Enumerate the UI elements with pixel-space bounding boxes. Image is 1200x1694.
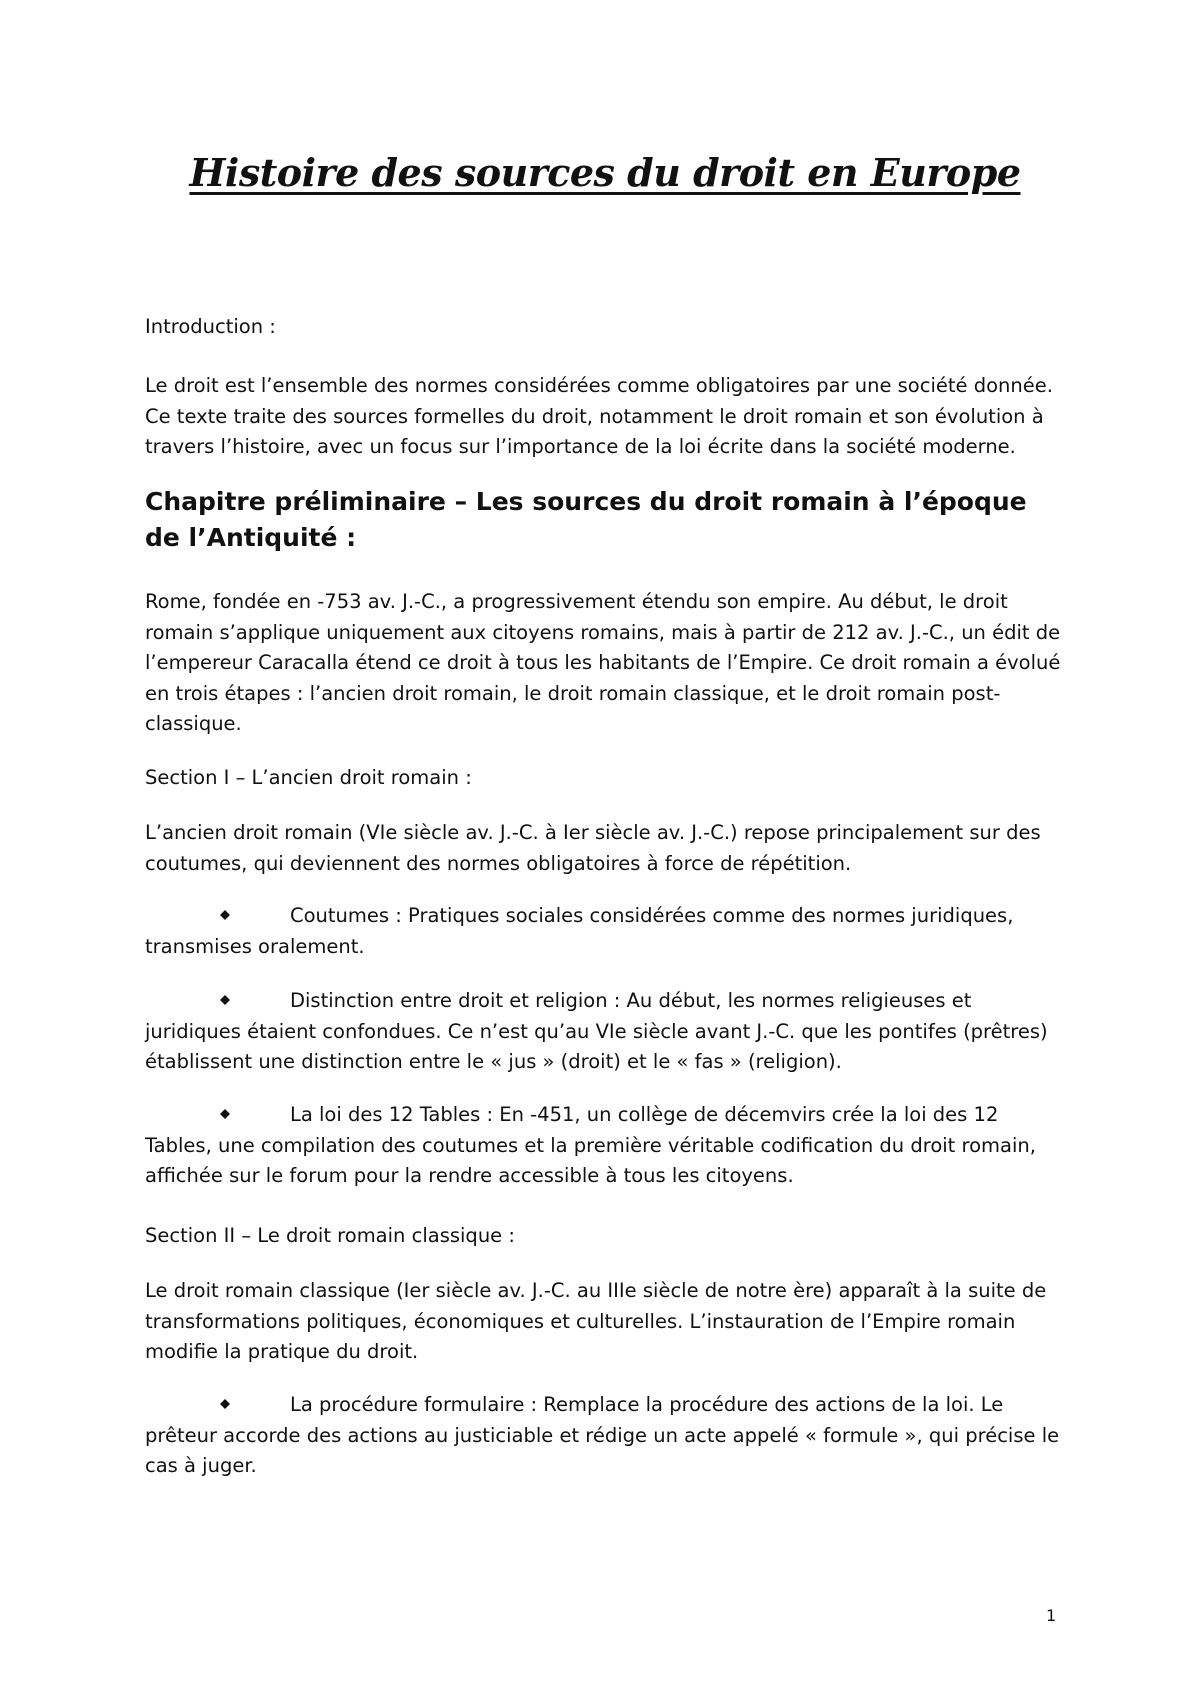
bullet-continuation: Tables, une compilation des coutumes et la première véritable codification du droit romain, affichée sur le forum pour la rendre accessible à tous les citoyens. — [145, 1133, 1036, 1187]
bullet-first-line — [145, 1100, 1065, 1131]
diamond-bullet-icon — [220, 910, 230, 920]
intro-paragraph: Le droit est l’ensemble des normes considérées comme obligatoires par une société donnée. Ce texte traite des sources formelles du droit, notamment le droit romain et son évolution à travers l’histoire, avec un focus sur l’importance de la loi écrite dans la société moderne. — [145, 374, 1053, 458]
bullet-first-line — [145, 986, 1065, 1017]
bullet-item — [145, 901, 1065, 962]
chapter-paragraph: Rome, fondée en -753 av. J.-C., a progressivement étendu son empire. Au début, le droit romain s’applique uniquement aux citoyens romains, mais à partir de 212 av. J.-C., un édit de l’empereur Caracalla étend ce droit à tous les habitants de l’Empire. Ce droit romain a évolué en trois étapes : l’ancien droit romain, le droit romain classique, et le droit romain post-classique. — [145, 590, 1061, 735]
page-number: 1 — [1046, 1606, 1057, 1625]
bullet-item — [145, 1390, 1065, 1482]
document-title: Histoire des sources du droit en Europe — [189, 150, 1021, 195]
diamond-bullet-icon — [220, 995, 230, 1005]
bullet-first-line — [145, 901, 1065, 932]
intro-label: Introduction : — [145, 315, 276, 338]
bullet-first-line — [145, 1390, 1065, 1421]
bullet-text: La loi des 12 Tables : En -451, un collège de décemvirs crée la loi des 12 — [290, 1103, 999, 1126]
bullet-text: Coutumes : Pratiques sociales considérées comme des normes juridiques, — [290, 904, 1014, 927]
diamond-bullet-icon — [220, 1399, 230, 1409]
bullet-item — [145, 986, 1065, 1078]
bullet-continuation: prêteur accorde des actions au justiciable et rédige un acte appelé « formule », qui précise le cas à juger. — [145, 1423, 1060, 1477]
bullet-item — [145, 1100, 1065, 1192]
section-2-paragraph: Le droit romain classique (Ier siècle av. J.-C. au IIIe siècle de notre ère) apparaît à la suite de transformations politiques, économiques et culturelles. L’instauration de l’Empire romain modifie la pratique du droit. — [145, 1279, 1047, 1363]
chapter-heading: Chapitre préliminaire – Les sources du droit romain à l’époque de l’Antiquité : — [145, 487, 1027, 552]
diamond-bullet-icon — [220, 1109, 230, 1119]
bullet-continuation: juridiques étaient confondues. Ce n’est qu’au VIe siècle avant J.-C. que les pontifes (prêtres) établissent une distinction entre le « jus » (droit) et le « fas » (religion). — [145, 1019, 1048, 1073]
bullet-continuation: transmises oralement. — [145, 934, 365, 958]
section-2-heading: Section II – Le droit romain classique : — [145, 1224, 515, 1247]
bullet-text: La procédure formulaire : Remplace la procédure des actions de la loi. Le — [290, 1393, 1004, 1416]
bullet-text: Distinction entre droit et religion : Au début, les normes religieuses et — [290, 989, 972, 1012]
section-1-paragraph: L’ancien droit romain (VIe siècle av. J.-C. à Ier siècle av. J.-C.) repose principalement sur des coutumes, qui deviennent des normes obligatoires à force de répétition. — [145, 821, 1041, 875]
section-1-heading: Section I – L’ancien droit romain : — [145, 766, 472, 789]
